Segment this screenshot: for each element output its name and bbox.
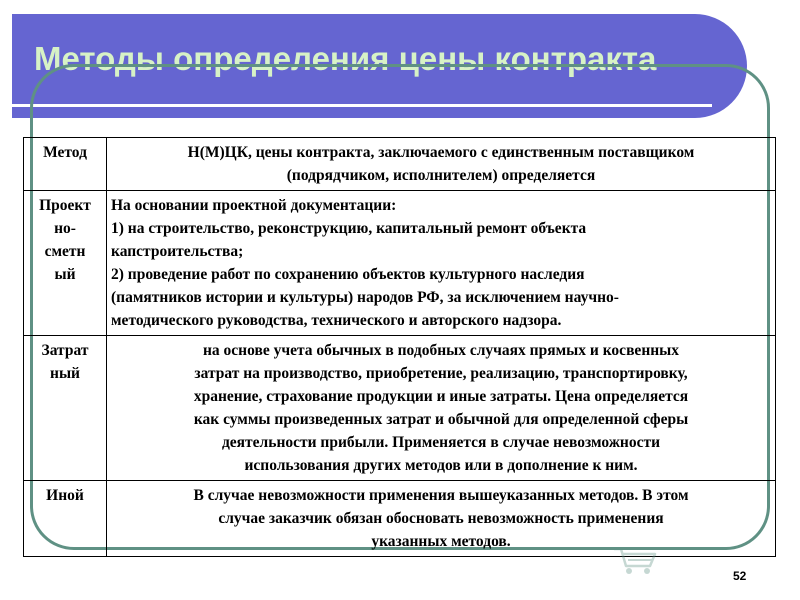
table-header-row [24, 138, 776, 191]
page-number: 52 [733, 569, 747, 583]
method-cell-other: Иной [24, 481, 107, 557]
method-cell-cost: Затрат ный [24, 336, 107, 481]
header-description: Н(М)ЦК, цены контракта, заключаемого с единственным поставщиком (подрядчиком, исполнителем) определяется [107, 138, 776, 191]
header-method: Метод [24, 138, 107, 191]
shopping-cart-icon [612, 546, 658, 576]
method-cell-project: Проект но- сметн ый [24, 191, 107, 336]
description-cell-project: На основании проектной документации: 1) на строительство, реконструкцию, капитальный ремонт объекта капстроительства; 2) проведение работ по сохранению объектов культурного наследия (памятников истории и культуры) народов РФ, за исключением научно- методического руководства, технического и авторского надзора. [107, 191, 776, 336]
table-row [24, 481, 776, 557]
table-row [24, 336, 776, 481]
description-cell-cost: на основе учета обычных в подобных случаях прямых и косвенных затрат на производство, приобретение, реализацию, транспортировку, хранение, страхование продукции и иные затраты. Цена определяется как суммы произведенных затрат и обычной для определенной сферы деятельности прибыли. Применяется в случае невозможности использования других методов или в дополнение к ним. [107, 336, 776, 481]
slide-title: Методы определения цены контракта [34, 40, 657, 77]
table-row [24, 191, 776, 336]
description-cell-other: В случае невозможности применения вышеуказанных методов. В этом случае заказчик обязан обосновать невозможность применения указанных методов. [107, 481, 776, 557]
methods-table [23, 137, 776, 557]
